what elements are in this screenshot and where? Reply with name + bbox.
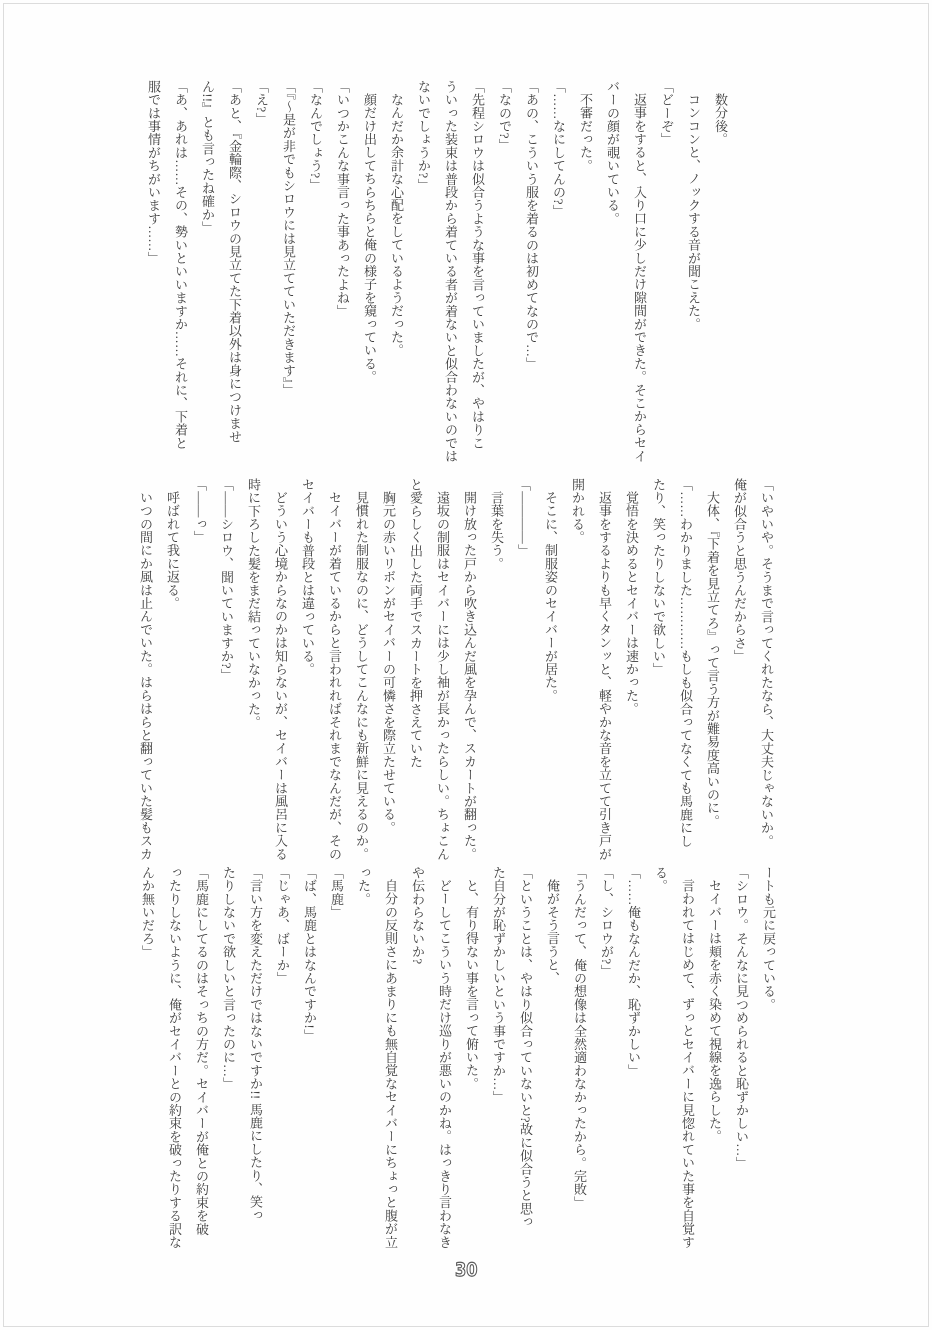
text-column: 「『〜是が非でもシロウには見立てていただきます』」 [281, 80, 296, 397]
text-column: 時に下ろした髪をまだ結っていなかった。 [246, 478, 261, 729]
text-column: 「し、シロウが?」 [599, 866, 614, 978]
text-column: 「あ、あれは……その、勢いといいますか……それに、下着と [173, 80, 188, 450]
text-column: 「じゃあ、ばーか」 [275, 866, 290, 985]
text-column: 俺がそう言うと、 [545, 879, 560, 985]
text-column: 「シロウ。そんなに見つめられると恥ずかしい…」 [734, 866, 749, 1170]
text-column: と愛らしく出した両手でスカートを押さえていた [408, 478, 423, 769]
text-column: ういった装束は普段から着ている者が着ないと似合わないのでは [443, 80, 458, 463]
text-column: 開け放った戸から吹き込んだ風を孕んで、スカートが翻った。 [462, 491, 477, 861]
text-column: 覚悟を決めるとセイバーは速かった。 [624, 491, 639, 716]
text-column: 自分の反則さにあまりにも無自覚なセイバーにちょっと腹が立 [383, 879, 398, 1249]
text-band-middle [132, 478, 780, 870]
text-band-top [140, 80, 734, 470]
text-column: 「先程シロウは似合うような事を言っていましたが、やはりこ [470, 80, 485, 450]
text-column: ん!!』とも言ったね確か」 [200, 80, 215, 235]
text-column: セイバーも普段とは違っている。 [300, 478, 315, 676]
text-column: 大体、『下着を見立てろ』って言う方が難易度高いのに。 [705, 491, 720, 828]
text-column: 「……わかりました…………もしも似合ってなくても馬鹿にし [678, 478, 693, 848]
text-column: 言葉を失う。 [489, 491, 504, 571]
text-column: 「ば、馬鹿とはなんですか!」 [302, 866, 317, 1043]
text-column: 「いやいや。そうまで言ってくれたなら、大丈夫じゃないか。 [759, 478, 774, 848]
text-column: 服では事情がちがいます……」 [146, 80, 161, 265]
text-column: 「――――」 [516, 478, 531, 558]
text-column: ートも元に戻っている。 [761, 866, 776, 1012]
text-column: 返事をするよりも早くタンッと、軽やかな音を立てて引き戸が [597, 491, 612, 861]
text-column: 「あの、こういう服を着るのは初めてなので…」 [524, 80, 539, 371]
text-column: 「どーぞ」 [659, 80, 674, 146]
text-column: 遠坂の制服はセイバーには少し袖が長かったらしい。ちょこん [435, 491, 450, 861]
text-column: 「……なにしてんの?」 [551, 80, 566, 218]
text-column: セイバーが着ているからと言われればそれまでなんだが、その [327, 491, 342, 861]
text-column: 「なんでしょう?」 [308, 80, 323, 192]
text-column: 言われてはじめて、ずっとセイバーに見惚れていた事を自覚す [680, 879, 695, 1249]
text-column: 「いつかこんな事言った事あったよね」 [335, 80, 350, 318]
text-column: セイバーは頬を赤く染めて視線を逸らした。 [707, 879, 722, 1143]
text-column: 「――っ」 [192, 478, 207, 544]
text-column: 返事をすると、入り口に少しだけ隙間ができた。そこからセイ [632, 93, 647, 463]
text-column: 呼ばれて我に返る。 [165, 491, 180, 610]
text-column: った。 [356, 866, 371, 906]
text-column: 「あと、『金輪際、シロウの見立てた下着以外は身につけませ [227, 80, 242, 444]
text-column: どーしてこういう時だけ巡りが悪いのかね。はっきり言わなき [437, 879, 452, 1249]
text-column: 数分後。 [713, 93, 728, 146]
text-column: たりしないで欲しいと言ったのに…」 [221, 866, 236, 1091]
text-column: 開かれる。 [570, 478, 585, 544]
text-band-bottom [134, 866, 782, 1260]
text-column: 見慣れた制服なのに、どうしてこんなにも新鮮に見えるのか。 [354, 491, 369, 861]
page-number-value: 30 [454, 1259, 478, 1281]
text-column: 「ということは、やはり似合っていないと?故に似合うと思っ [518, 866, 533, 1229]
text-column: どういう心境からなのかは知らないが、セイバーは風呂に入る [273, 491, 288, 861]
text-column: 「馬鹿にしてるのはそっちの方だ。セイバーが俺との約束を破 [194, 866, 209, 1236]
text-column: 「――シロウ、聞いていますか?」 [219, 478, 234, 682]
text-column: 俺が似合うと思うんだからさ」 [732, 478, 747, 663]
text-column: 「うんだって、俺の想像は全然適わなかったから。完敗」 [572, 866, 587, 1210]
text-column: ったりしないように、俺がセイバーとの約束を破ったりする訳な [167, 866, 182, 1249]
text-column: コンコンと、ノックする音が聞こえた。 [686, 93, 701, 331]
text-column: や伝わらないか? [410, 866, 425, 965]
text-column: いつの間にか風は止んでいた。はらはらと翻っていた髪もスカ [138, 491, 153, 861]
page-number [0, 1259, 932, 1281]
text-column: た自分が恥ずかしいという事ですか…」 [491, 866, 506, 1104]
text-column: 胸元の赤いリボンがセイバーの可憐さを際立たせている。 [381, 491, 396, 835]
text-column: ないでしょうか?」 [416, 80, 431, 192]
text-column: る。 [653, 866, 668, 893]
text-column: そこに、制服姿のセイバーが居た。 [543, 491, 558, 703]
text-column: 「馬鹿」 [329, 866, 344, 919]
text-column: 「言い方を変えただけではないですか!! 馬鹿にしたり、笑っ [248, 866, 263, 1222]
text-column: 「え?」 [254, 80, 269, 126]
text-column: 「なので?」 [497, 80, 512, 152]
text-column: なんだか余計な心配をしているようだった。 [389, 93, 404, 357]
text-column: たり、笑ったりしないで欲しい」 [651, 478, 666, 676]
text-column: んか無いだろ」 [140, 866, 155, 959]
text-column: 「……俺もなんだか、恥ずかしい」 [626, 866, 641, 1078]
text-column: と、有り得ない事を言って俯いた。 [464, 879, 479, 1091]
text-column: 顔だけ出してちらちらと俺の様子を窺っている。 [362, 93, 377, 384]
text-column: バーの顔が覗いている。 [605, 80, 620, 226]
text-column: 不審だった。 [578, 93, 593, 173]
